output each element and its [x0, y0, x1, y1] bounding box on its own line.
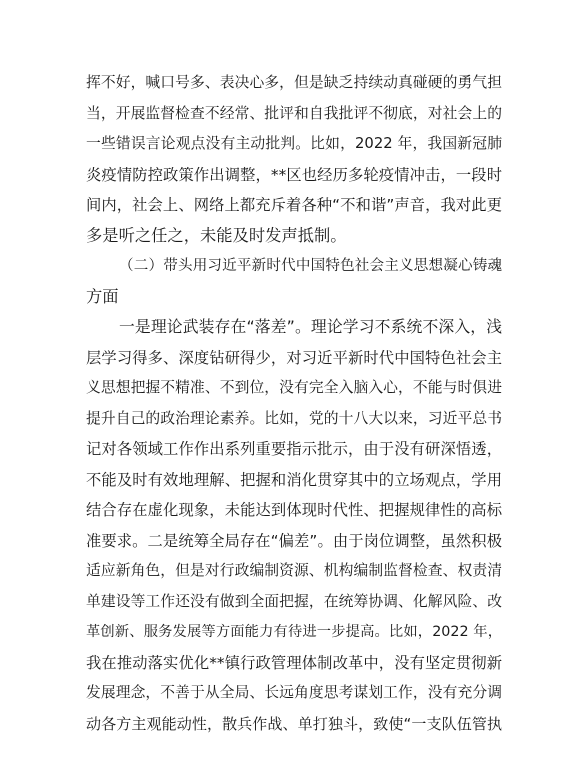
heading-line: （二）带头用习近平新时代中国特色社会主义思想凝心铸魂	[119, 257, 502, 274]
text-line: 多是听之任之，未能及时发声抵制。	[86, 225, 347, 245]
text-line: 当，开展监督检查不经常、批评和自我批评不彻底，对社会上的	[86, 104, 502, 122]
text-line: 不能及时有效地理解、把握和消化贯穿其中的立场观点，学用	[86, 470, 502, 489]
text-line: 义思想把握不精准、不到位，没有完全入脑入心，不能与时俱进	[86, 379, 502, 396]
paragraph	[86, 312, 502, 739]
text-line: 炎疫情防控政策作出调整，**区也经历多轮疫情冲击，一段时	[86, 165, 502, 184]
text-line: 挥不好，喊口号多、表决心多，但是缺乏持续动真碰硬的勇气担	[86, 74, 502, 91]
text-line: 发展理念，不善于从全局、长远角度思考谋划工作，没有充分调	[86, 684, 502, 701]
text-line: 适应新角色，但是对行政编制资源、机构编制监督检查、权责清	[86, 562, 502, 579]
text-line: 动各方主观能动性，散兵作战、单打独斗，致使“一支队伍管执	[86, 714, 502, 733]
text-line: 一是理论武装存在“落差”。理论学习不系统不深入，浅	[119, 317, 502, 336]
text-line: 间内，社会上、网络上都充斥着各种“不和谐”声音，我对此更	[86, 196, 502, 214]
text-line: 革创新、服务发展等方面能力有待进一步提高。比如，2022 年，	[86, 624, 502, 640]
text-line: 层学习得多、深度钻研得少，对习近平新时代中国特色社会主	[86, 348, 502, 367]
text-line: 记对各领域工作作出系列重要指示批示，由于没有研深悟透，	[86, 440, 502, 458]
paragraph-continued	[86, 68, 502, 251]
text-line: 准要求。二是统筹全局存在“偏差”。由于岗位调整，虽然积极	[86, 531, 502, 550]
text-line: 一些错误言论观点没有主动批判。比如，2022 年，我国新冠肺	[86, 135, 502, 152]
text-line: 结合存在虚化现象，未能达到体现时代性、把握规律性的高标	[86, 501, 502, 519]
text-line: 提升自己的政治理论素养。比如，党的十八大以来，习近平总书	[86, 409, 502, 427]
text-line: 我在推动落实优化**镇行政管理体制改革中，没有坚定贯彻新	[86, 653, 502, 672]
heading-line: 方面	[86, 286, 119, 306]
text-line: 单建设等工作还没有做到全面把握，在统筹协调、化解风险、改	[86, 592, 502, 610]
section-heading	[86, 251, 502, 312]
document-body	[86, 68, 502, 739]
